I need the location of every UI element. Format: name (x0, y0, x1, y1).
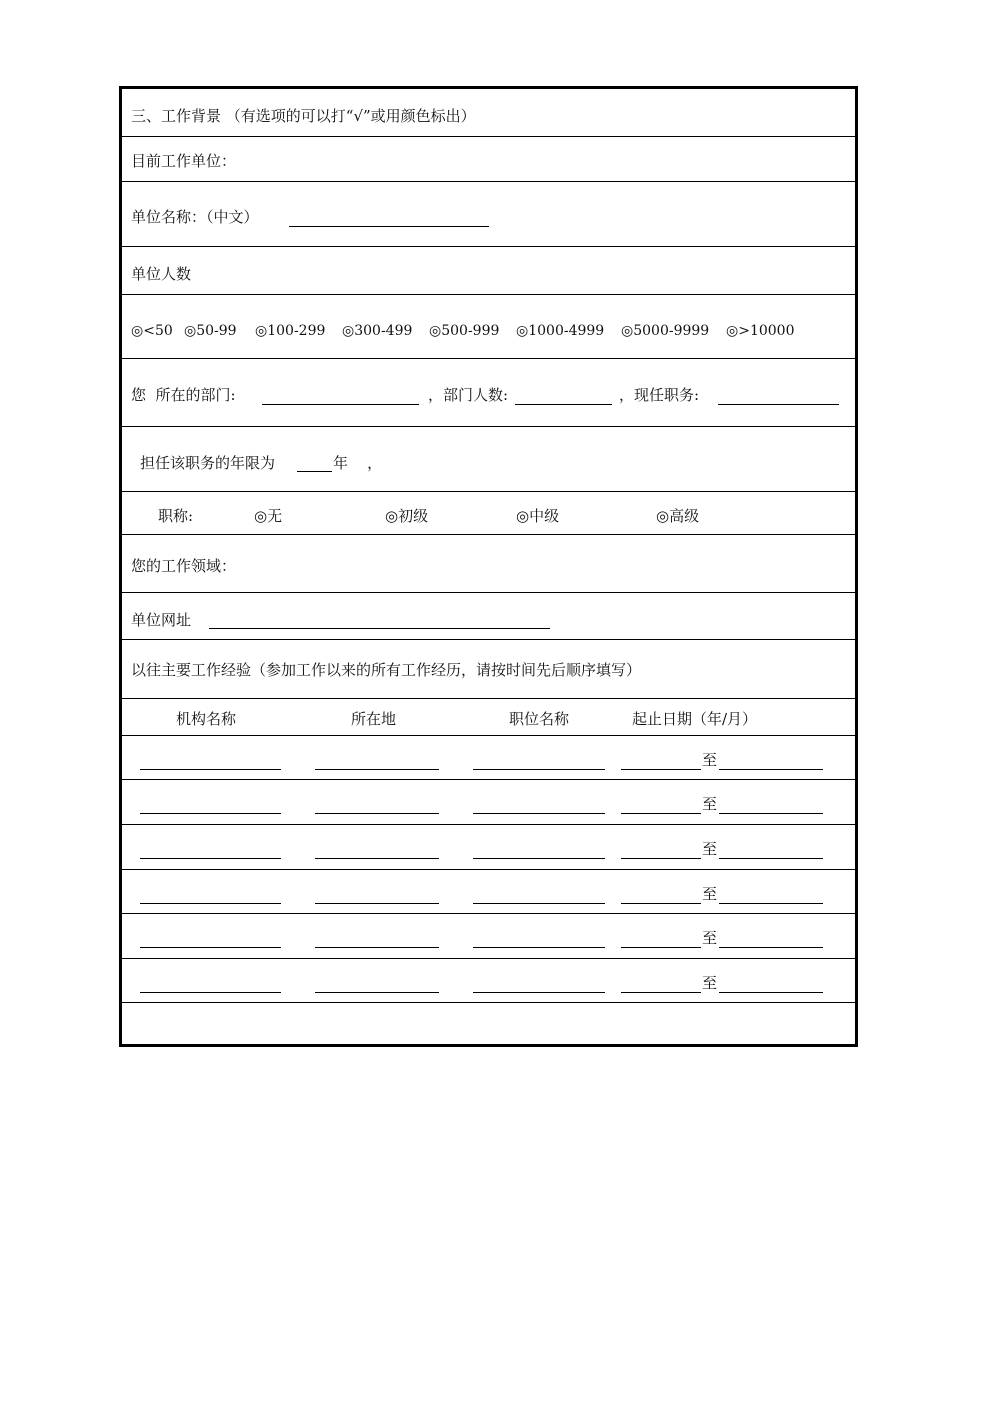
experience-label: 以往主要工作经验（参加工作以来的所有工作经历，请按时间先后顺序填写） (131, 661, 642, 679)
location-field[interactable] (315, 813, 439, 814)
website-row (122, 593, 855, 640)
start-date-field[interactable] (621, 947, 701, 948)
company-name-label: 单位名称：（中文） (131, 208, 259, 226)
organization-field[interactable] (140, 858, 281, 859)
section-title: 三、工作背景 （有选项的可以打“√”或用颜色标出） (131, 107, 476, 125)
department-field[interactable] (262, 404, 419, 405)
company-size-option[interactable]: ◎1000-4999 (516, 323, 605, 339)
job-title-field[interactable] (473, 947, 605, 948)
experience-label-row (122, 640, 855, 699)
company-size-label: 单位人数 (131, 265, 192, 283)
end-date-field[interactable] (719, 903, 823, 904)
experience-header-row (122, 699, 855, 736)
experience-row (122, 780, 855, 825)
job-title-field[interactable] (473, 858, 605, 859)
website-label: 单位网址 (131, 611, 192, 629)
end-date-field[interactable] (719, 947, 823, 948)
to-label: 至 (702, 751, 718, 769)
to-label: 至 (702, 929, 718, 947)
website-field[interactable] (209, 628, 550, 629)
position-label: ，现任职务: (619, 386, 700, 404)
job-title-field[interactable] (473, 813, 605, 814)
start-date-field[interactable] (621, 769, 701, 770)
to-label: 至 (702, 885, 718, 903)
job-title-field[interactable] (473, 992, 605, 993)
title-option[interactable]: ◎初级 (385, 507, 429, 525)
department-row (122, 359, 855, 427)
tenure-row (122, 427, 855, 492)
experience-row (122, 825, 855, 870)
organization-field[interactable] (140, 769, 281, 770)
tenure-field[interactable] (297, 471, 332, 472)
company-size-option[interactable]: ◎500-999 (429, 323, 500, 339)
organization-field[interactable] (140, 947, 281, 948)
experience-row (122, 736, 855, 780)
end-date-field[interactable] (719, 769, 823, 770)
experience-row (122, 959, 855, 1003)
section-title-row (122, 89, 855, 137)
location-field[interactable] (315, 769, 439, 770)
header-organization: 机构名称 (176, 710, 237, 728)
start-date-field[interactable] (621, 903, 701, 904)
company-name-row (122, 182, 855, 247)
company-size-option[interactable]: ◎>10000 (726, 323, 795, 339)
header-location: 所在地 (351, 710, 397, 728)
organization-field[interactable] (140, 992, 281, 993)
start-date-field[interactable] (621, 992, 701, 993)
title-option[interactable]: ◎高级 (656, 507, 700, 525)
current-employer-row (122, 137, 855, 182)
title-label: 职称: (158, 507, 194, 525)
end-date-field[interactable] (719, 858, 823, 859)
company-size-label-row (122, 247, 855, 295)
work-field-label: 您的工作领域： (131, 557, 237, 575)
experience-row (122, 914, 855, 959)
location-field[interactable] (315, 992, 439, 993)
company-size-option[interactable]: ◎300-499 (342, 323, 413, 339)
location-field[interactable] (315, 858, 439, 859)
organization-field[interactable] (140, 813, 281, 814)
to-label: 至 (702, 795, 718, 813)
company-size-option[interactable]: ◎5000-9999 (621, 323, 710, 339)
company-size-options-row (122, 295, 855, 359)
company-size-option[interactable]: ◎100-299 (255, 323, 326, 339)
location-field[interactable] (315, 947, 439, 948)
job-title-field[interactable] (473, 903, 605, 904)
work-field-row (122, 535, 855, 593)
department-size-label: ，部门人数: (428, 386, 509, 404)
title-option[interactable]: ◎中级 (516, 507, 560, 525)
header-date-range: 起止日期（年/月） (632, 710, 758, 728)
start-date-field[interactable] (621, 813, 701, 814)
experience-row (122, 870, 855, 914)
department-size-field[interactable] (515, 404, 612, 405)
tenure-prefix: 担任该职务的年限为 (140, 454, 276, 472)
tenure-suffix: 年 ， (333, 454, 383, 472)
end-date-field[interactable] (719, 992, 823, 993)
position-field[interactable] (718, 404, 839, 405)
empty-row (122, 1003, 855, 1044)
to-label: 至 (702, 840, 718, 858)
to-label: 至 (702, 974, 718, 992)
title-option[interactable]: ◎无 (254, 507, 283, 525)
organization-field[interactable] (140, 903, 281, 904)
company-name-field[interactable] (289, 226, 489, 227)
end-date-field[interactable] (719, 813, 823, 814)
location-field[interactable] (315, 903, 439, 904)
company-size-option[interactable]: ◎50-99 (184, 323, 237, 339)
company-size-option[interactable]: ◎<50 (131, 323, 173, 339)
department-label: 您 所在的部门: (131, 386, 236, 404)
start-date-field[interactable] (621, 858, 701, 859)
job-title-field[interactable] (473, 769, 605, 770)
current-employer-label: 目前工作单位： (131, 152, 237, 170)
header-job-title: 职位名称 (509, 710, 570, 728)
work-background-form (119, 86, 858, 1047)
professional-title-row (122, 492, 855, 535)
